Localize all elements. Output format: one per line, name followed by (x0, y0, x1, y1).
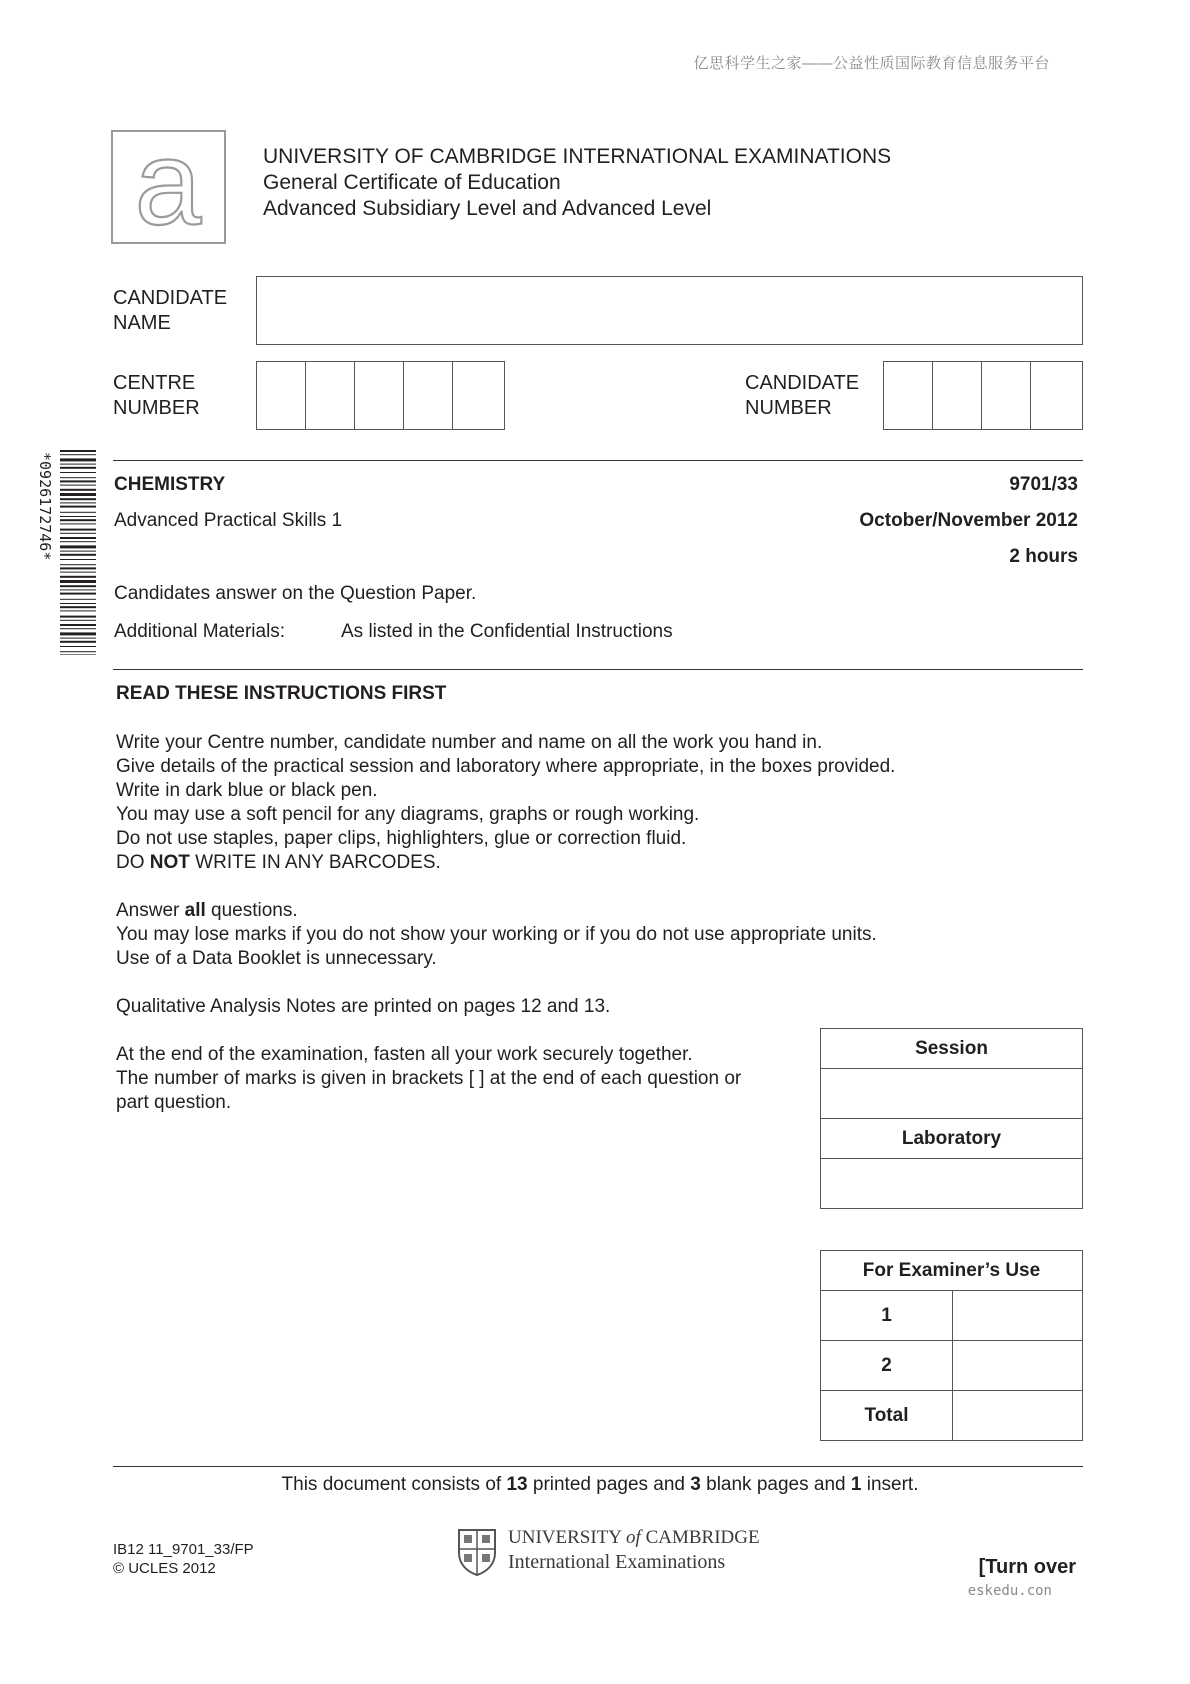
centre-digit-box[interactable] (306, 362, 355, 429)
candidate-digit-box[interactable] (884, 362, 933, 429)
barcode-number: *0926172746* (36, 452, 54, 561)
barcode-bar (60, 585, 96, 587)
footer-reference: IB12 11_9701_33/FP © UCLES 2012 (113, 1541, 254, 1577)
candidate-name-field[interactable] (256, 276, 1083, 345)
barcode-bar (60, 498, 96, 500)
barcode-bar (60, 638, 96, 639)
barcode-bar (60, 576, 96, 578)
candidate-number-field[interactable] (883, 361, 1083, 430)
cambridge-subtitle: International Examinations (508, 1551, 726, 1573)
exam-session: October/November 2012 (859, 510, 1078, 531)
centre-digit-box[interactable] (257, 362, 306, 429)
turn-over: [Turn over (978, 1556, 1076, 1578)
total-label: Total (821, 1391, 953, 1441)
centre-digit-box[interactable] (404, 362, 453, 429)
exam-board-header (263, 144, 891, 222)
barcode-bar (60, 606, 96, 608)
materials-label: Additional Materials: (114, 621, 286, 642)
barcode-bar (60, 651, 96, 652)
examiner-use-table (820, 1250, 1083, 1441)
question-number: 1 (821, 1291, 953, 1341)
candidate-digit-box[interactable] (933, 362, 982, 429)
watermark-bottom: eskedu.con (967, 1583, 1052, 1599)
barcode-bar (60, 610, 96, 611)
barcode-bar (60, 646, 96, 647)
candidate-digit-box[interactable] (1031, 362, 1080, 429)
candidate-digit-box[interactable] (982, 362, 1031, 429)
divider (113, 669, 1083, 670)
instructions-heading: READ THESE INSTRUCTIONS FIRST (116, 683, 447, 704)
subject: CHEMISTRY (114, 474, 226, 495)
barcode-bar (60, 616, 96, 618)
centre-digit-box[interactable] (355, 362, 404, 429)
barcode-bar (60, 580, 96, 583)
barcode-bar (60, 467, 96, 469)
laboratory-label: Laboratory (821, 1119, 1083, 1159)
materials-value: As listed in the Confidential Instructions (341, 621, 673, 642)
barcode-bar (60, 537, 96, 539)
barcode-bar (60, 472, 96, 473)
examiner-use-heading: For Examiner’s Use (821, 1251, 1083, 1291)
barcode-bar (60, 641, 96, 643)
barcode-bar (60, 454, 96, 455)
cambridge-logo: UNIVERSITY of CAMBRIDGE International Examinations (456, 1527, 756, 1577)
component: Advanced Practical Skills 1 (114, 510, 343, 531)
mark-box (953, 1341, 1083, 1391)
barcode-bar (60, 603, 96, 604)
board-name: UNIVERSITY OF CAMBRIDGE INTERNATIONAL EXAMINATIONS (263, 145, 892, 168)
page-count-note: This document consists of 13 printed pages and 3 blank pages and 1 insert. (281, 1474, 919, 1495)
total-mark-box (953, 1391, 1083, 1441)
cie-logo (111, 130, 226, 244)
barcode-bar (60, 506, 96, 508)
paper-code: 9701/33 (1009, 474, 1078, 495)
barcode-bar (60, 599, 96, 600)
barcode-bar (60, 589, 96, 590)
watermark-top: 亿思科学生之家——公益性质国际教育信息服务平台 (693, 55, 1050, 72)
centre-number-label: CENTRE NUMBER (113, 372, 200, 419)
answer-note: Candidates answer on the Question Paper. (114, 583, 477, 604)
session-field[interactable] (821, 1069, 1083, 1119)
barcode-bar (60, 624, 96, 626)
barcode-bar (60, 654, 96, 655)
barcode-bar (60, 464, 96, 465)
candidate-number-label: CANDIDATE NUMBER (745, 372, 860, 419)
logo-letter: a (134, 132, 202, 242)
laboratory-field[interactable] (821, 1159, 1083, 1209)
session-table (820, 1028, 1083, 1209)
centre-number-field[interactable] (256, 361, 505, 430)
barcode-bar (60, 502, 96, 503)
barcode-bar (60, 533, 96, 534)
level-name: Advanced Subsidiary Level and Advanced Level (263, 197, 712, 220)
instructions-body: Write your Centre number, candidate number and name on all the work you hand in. Give details of the practical session and laboratory where appropriate, in the boxes provided. Write in dark blue or black pen. You may use a soft pencil for any diagrams, graphs or rough working. Do not use staples, paper clips, highlighters, glue or correction fluid. DO NOT WRITE IN ANY BARCODES. Answer all questions. You may lose marks if you do not show your working or if you do not use appropriate units. Use of a Data Booklet is unnecessary. Qualitative Analysis Notes are printed on pages 12 and 13. At the end of the examination, fasten all your work securely together. The number of marks is given in brackets [ ] at the end of each question or part question. (116, 732, 896, 1113)
duration: 2 hours (1009, 546, 1078, 567)
certificate-name: General Certificate of Education (263, 171, 561, 194)
question-number: 2 (821, 1341, 953, 1391)
barcode-bar (60, 572, 96, 573)
barcode-bar (60, 593, 96, 595)
divider (113, 1466, 1083, 1467)
barcode-bar (60, 628, 96, 629)
mark-box (953, 1291, 1083, 1341)
barcode-bar (60, 632, 96, 635)
session-label: Session (821, 1029, 1083, 1069)
barcode-bar (60, 541, 96, 542)
centre-digit-box[interactable] (453, 362, 502, 429)
divider (113, 460, 1083, 461)
barcode-bar (60, 620, 96, 621)
candidate-name-label: CANDIDATE NAME (113, 287, 228, 334)
barcode-bar (60, 450, 96, 452)
barcode-bar (60, 458, 96, 461)
